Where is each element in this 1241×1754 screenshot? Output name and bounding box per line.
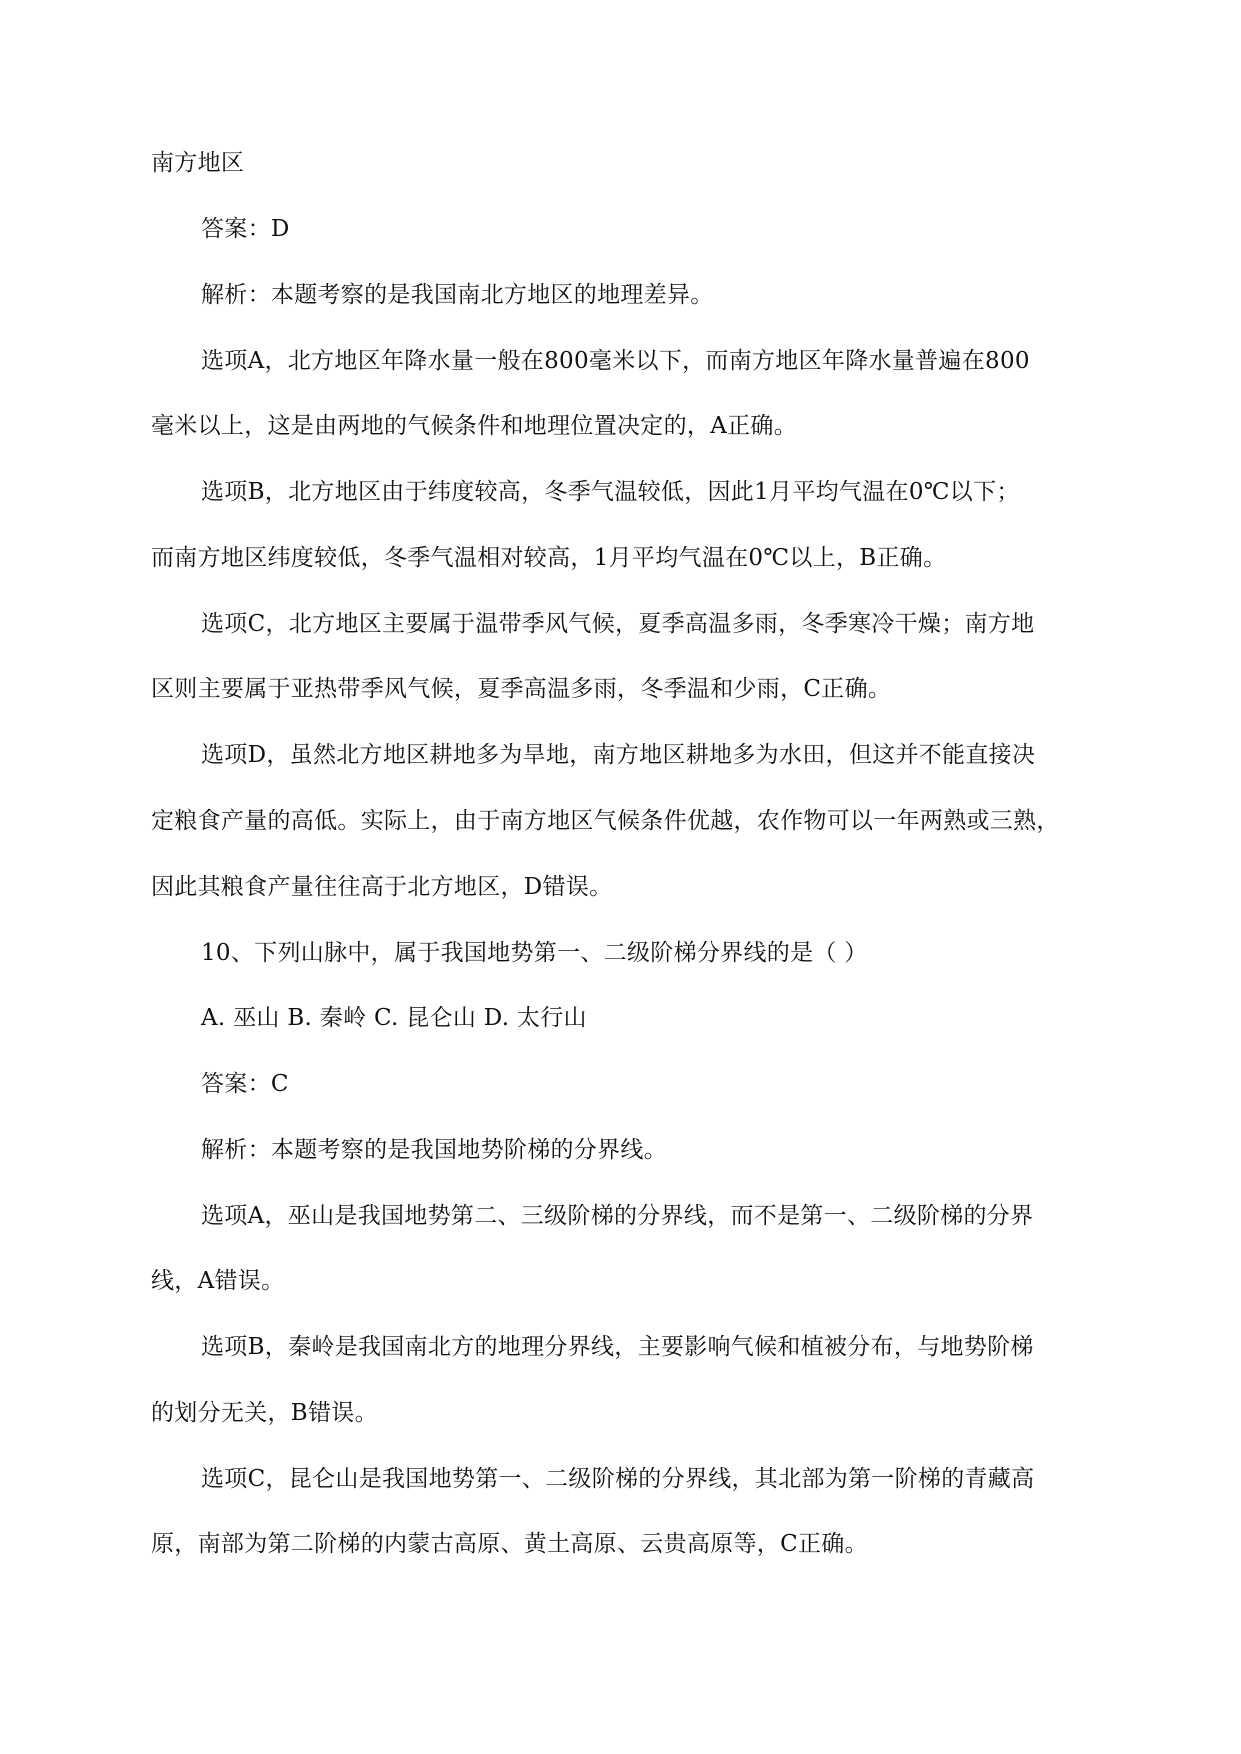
option-a-line-2: 毫米以上，这是由两地的气候条件和地理位置决定的，A正确。 [151,413,798,439]
option-b-line-2: 而南方地区纬度较低，冬季气温相对较高，1月平均气温在0℃以上，B正确。 [151,545,947,571]
option-c-line-2: 区则主要属于亚热带季风气候，夏季高温多雨，冬季温和少雨，C正确。 [151,676,892,702]
q10-option-c-line-1: 选项C，昆仑山是我国地势第一、二级阶梯的分界线，其北部为第一阶梯的青藏高 [201,1466,1035,1492]
option-d-line-3: 因此其粮食产量往往高于北方地区，D错误。 [151,874,613,900]
analysis-line-q10: 解析：本题考察的是我国地势阶梯的分界线。 [201,1137,667,1163]
question-10-choices: A. 巫山 B. 秦岭 C. 昆仑山 D. 太行山 [201,1005,587,1031]
analysis-line-q9: 解析：本题考察的是我国南北方地区的地理差异。 [201,282,714,308]
option-b-line-1: 选项B，北方地区由于纬度较高，冬季气温较低，因此1月平均气温在0℃以下； [201,479,1020,505]
option-c-line-1: 选项C，北方地区主要属于温带季风气候，夏季高温多雨，冬季寒冷干燥；南方地 [201,611,1035,637]
q10-option-c-line-2: 原，南部为第二阶梯的内蒙古高原、黄土高原、云贵高原等，C正确。 [151,1531,868,1557]
option-d-line-1: 选项D，虽然北方地区耕地多为旱地，南方地区耕地多为水田，但这并不能直接决 [201,742,1036,768]
option-a-line-1: 选项A，北方地区年降水量一般在800毫米以下，而南方地区年降水量普遍在800 [201,348,1030,374]
option-d-line-2: 定粮食产量的高低。实际上，由于南方地区气候条件优越，农作物可以一年两熟或三熟， [151,808,1060,834]
question-10: 10、下列山脉中，属于我国地势第一、二级阶梯分界线的是（ ） [201,940,868,966]
answer-line-q9: 答案：D [201,216,290,242]
q10-option-b-line-1: 选项B，秦岭是我国南北方的地理分界线，主要影响气候和植被分布，与地势阶梯 [201,1334,1034,1360]
text-line-1: 南方地区 [151,150,245,176]
answer-line-q10: 答案：C [201,1071,289,1097]
q10-option-a-line-1: 选项A，巫山是我国地势第二、三级阶梯的分界线，而不是第一、二级阶梯的分界 [201,1203,1034,1229]
q10-option-b-line-2: 的划分无关，B错误。 [151,1400,378,1426]
q10-option-a-line-2: 线，A错误。 [151,1268,285,1294]
